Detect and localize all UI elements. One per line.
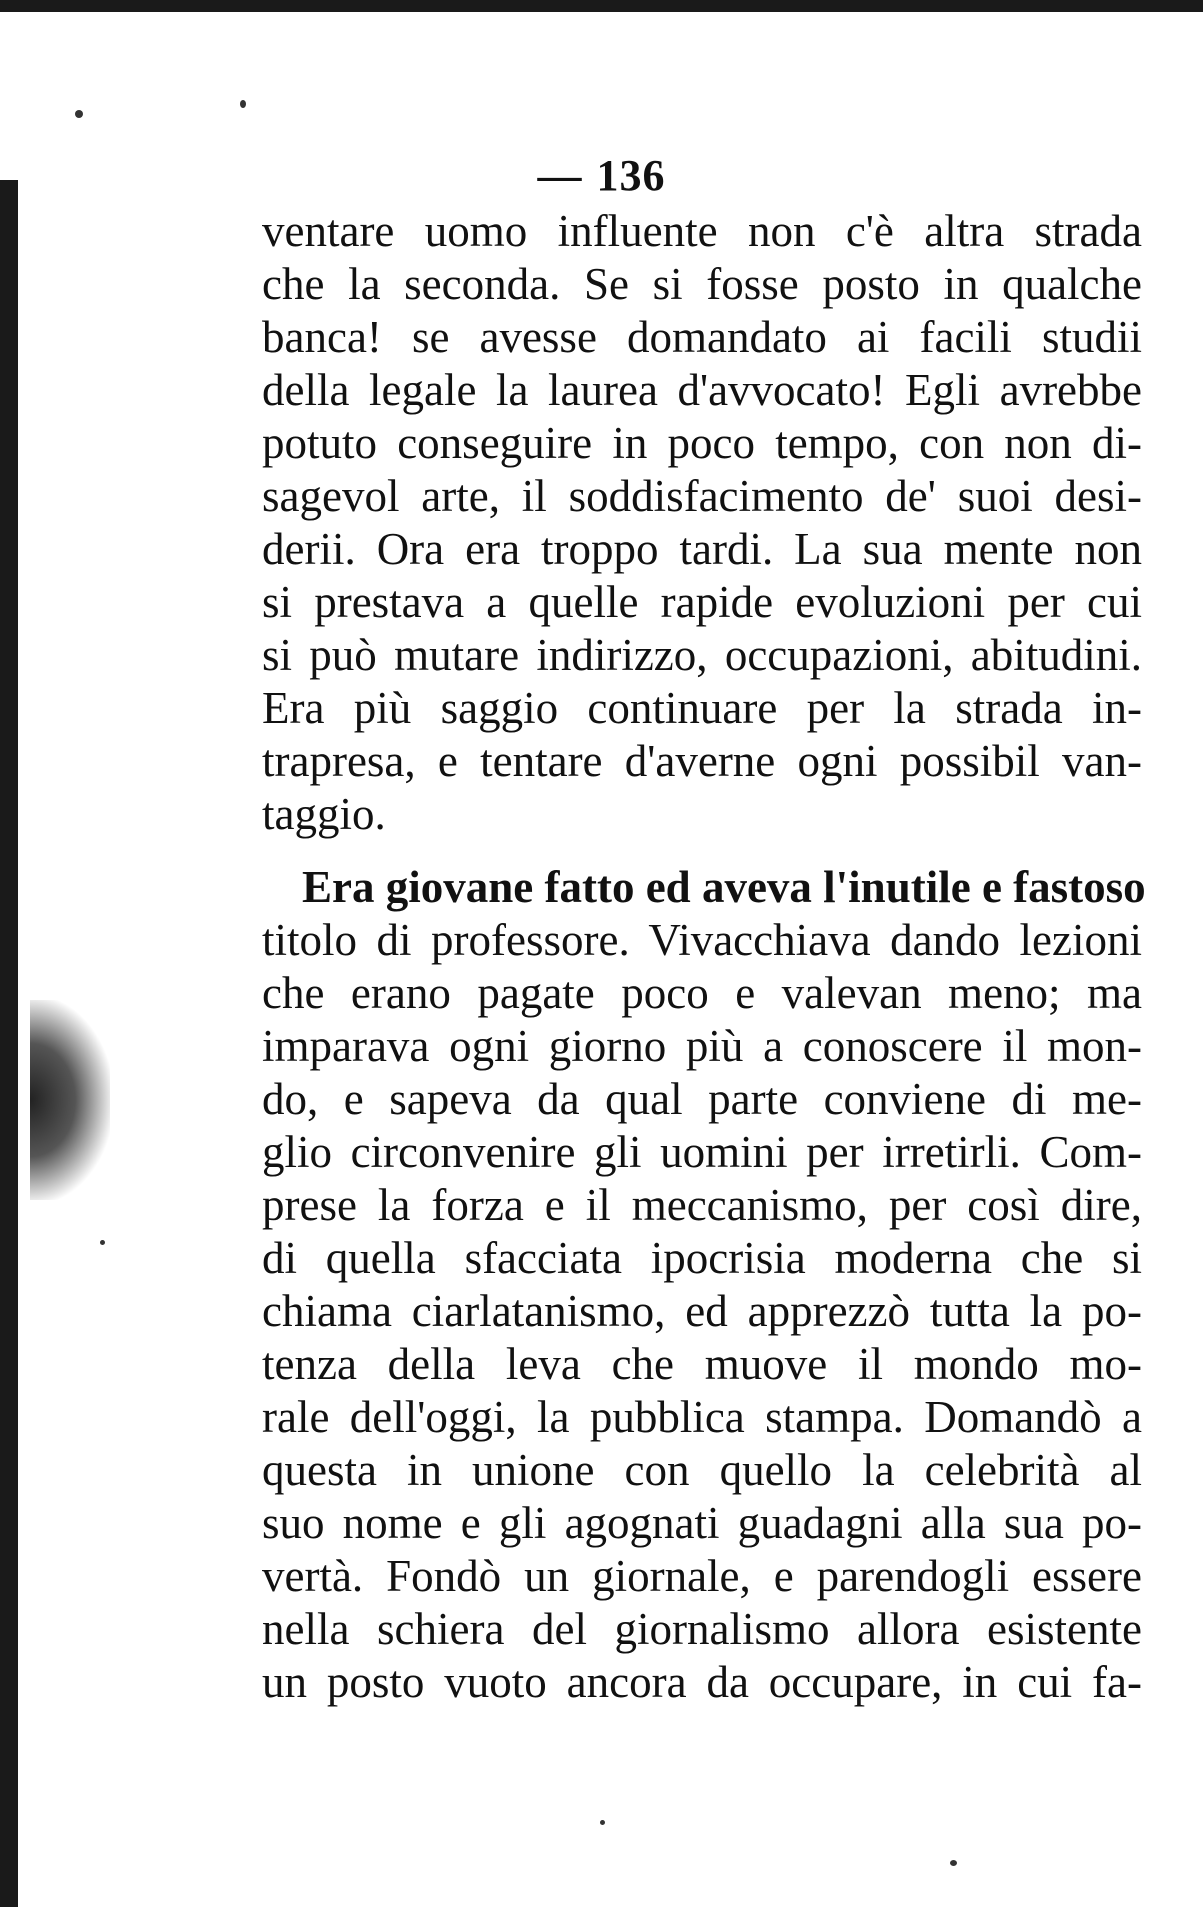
- text-line: un posto vuoto ancora da occupare, in cui fa-: [262, 1657, 1142, 1707]
- text-line: si prestava a quelle rapide evoluzioni per cui: [262, 577, 1142, 627]
- text-line: nella schiera del giornalismo allora esistente: [262, 1604, 1142, 1654]
- text-line: rale dell'oggi, la pubblica stampa. Domandò a: [262, 1392, 1142, 1442]
- ink-blot: [30, 1000, 110, 1200]
- text-line: chiama ciarlatanismo, ed apprezzò tutta la po-: [262, 1286, 1142, 1336]
- text-line: glio circonvenire gli uomini per irretirli. Com-: [262, 1127, 1142, 1177]
- text-line: Era giovane fatto ed aveva l'inutile e fastoso: [302, 862, 1146, 912]
- text-line: sagevol arte, il soddisfacimento de' suoi desi-: [262, 471, 1142, 521]
- text-line: derii. Ora era troppo tardi. La sua mente non: [262, 524, 1142, 574]
- text-line: prese la forza e il meccanismo, per così dire,: [262, 1180, 1142, 1230]
- text-line: do, e sapeva da qual parte conviene di me-: [262, 1074, 1142, 1124]
- page-header: [0, 150, 1203, 201]
- top-border-rule: [0, 0, 1203, 12]
- header-dash: —: [537, 151, 583, 200]
- text-line: ventare uomo influente non c'è altra strada: [262, 206, 1142, 256]
- text-line: Era più saggio continuare per la strada in-: [262, 683, 1142, 733]
- speck: [600, 1820, 605, 1825]
- speck: [240, 100, 246, 108]
- text-line: titolo di professore. Vivacchiava dando lezioni: [262, 915, 1142, 965]
- text-line: si può mutare indirizzo, occupazioni, abitudini.: [262, 630, 1142, 680]
- speck: [75, 110, 83, 118]
- text-line: tenza della leva che muove il mondo mo-: [262, 1339, 1142, 1389]
- body-text: [262, 205, 1146, 1709]
- text-line: questa in unione con quello la celebrità al: [262, 1445, 1142, 1495]
- text-line: che la seconda. Se si fosse posto in qualche: [262, 259, 1142, 309]
- paragraph-gap: [262, 841, 1142, 861]
- text-line: di quella sfacciata ipocrisia moderna che si: [262, 1233, 1142, 1283]
- text-line: che erano pagate poco e valevan meno; ma: [262, 968, 1142, 1018]
- text-line: banca! se avesse domandato ai facili studii: [262, 312, 1142, 362]
- text-line: taggio.: [262, 789, 386, 839]
- page-edge-shadow: [0, 180, 18, 1907]
- text-line: suo nome e gli agognati guadagni alla sua po-: [262, 1498, 1142, 1548]
- text-line: imparava ogni giorno più a conoscere il mon-: [262, 1021, 1142, 1071]
- text-line: vertà. Fondò un giornale, e parendogli essere: [262, 1551, 1142, 1601]
- page-number: 136: [596, 151, 666, 200]
- speck: [950, 1860, 957, 1866]
- text-line: della legale la laurea d'avvocato! Egli avrebbe: [262, 365, 1142, 415]
- speck: [100, 1240, 105, 1245]
- text-line: trapresa, e tentare d'averne ogni possibil van-: [262, 736, 1142, 786]
- text-line: potuto conseguire in poco tempo, con non di-: [262, 418, 1142, 468]
